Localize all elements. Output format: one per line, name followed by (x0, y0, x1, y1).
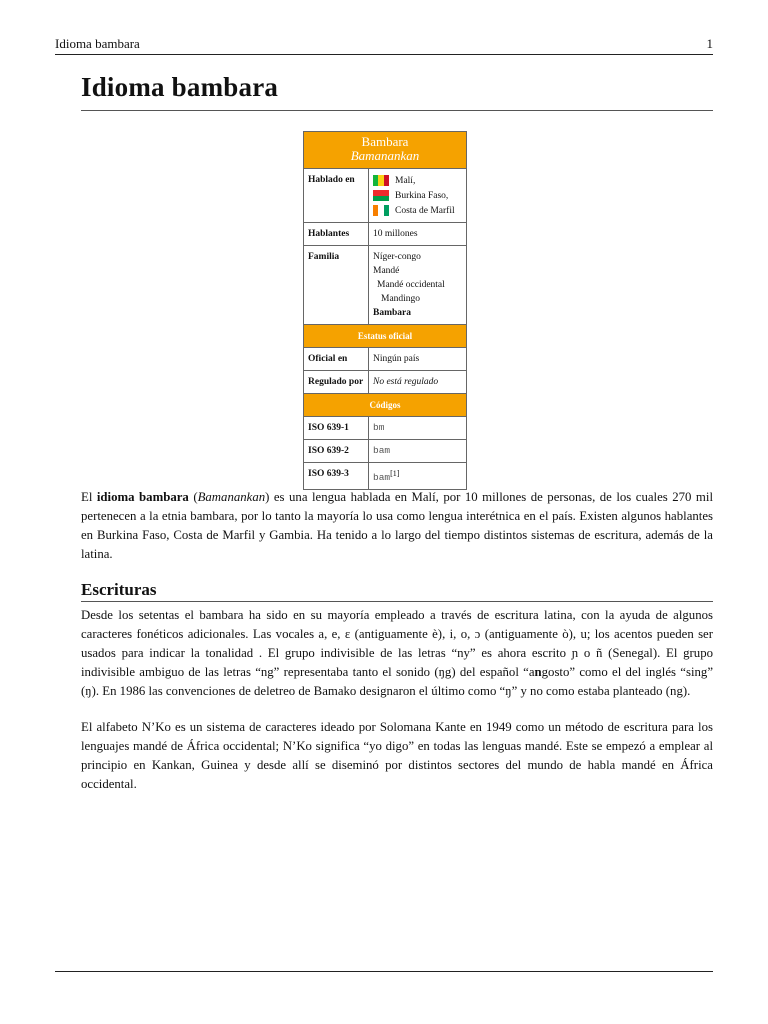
iso1-label: ISO 639-1 (304, 417, 369, 439)
country-name: Malí, (395, 175, 416, 186)
page-number: 1 (706, 36, 713, 51)
intro-native-name: Bamanankan (197, 490, 266, 504)
family-level-1[interactable]: Níger-congo (373, 252, 421, 262)
language-infobox (303, 131, 467, 490)
infobox-row-iso1 (304, 417, 466, 440)
intro-text: ( (188, 490, 198, 504)
family-level-3[interactable]: Mandé occidental (377, 280, 445, 290)
iso1-code[interactable]: bm (373, 422, 385, 433)
infobox-row-family (304, 246, 466, 325)
infobox-name: Bambara (361, 134, 409, 149)
article-title: Idioma bambara (81, 72, 279, 102)
family-level-2[interactable]: Mandé (373, 266, 400, 276)
scripts-paragraph-1 (81, 606, 713, 701)
infobox-row-iso3 (304, 463, 466, 489)
infobox-title (304, 132, 466, 169)
infobox-native-name: Bamanankan (350, 148, 420, 163)
official-in-value: Ningún país (373, 354, 420, 364)
infobox-row-official-in (304, 348, 466, 371)
family-label: Familia (304, 246, 369, 324)
infobox-row-regulated-by (304, 371, 466, 394)
country-name: Burkina Faso, (395, 190, 449, 201)
ivory-coast-flag-icon (373, 205, 389, 216)
iso3-reference[interactable]: [1] (390, 469, 400, 478)
ivory-flag-stripe (384, 205, 389, 216)
burkina-faso-flag-icon (373, 190, 389, 201)
family-level-4[interactable]: Mandingo (381, 294, 421, 304)
infobox-row-iso2 (304, 440, 466, 463)
scripts-paragraph-2: El alfabeto N’Ko es un sistema de caracteres ideado por Solomana Kante en 1949 como un método de escritura para los lenguajes mandé de África occidental; N’Ko significa “yo digo” en todas las lenguas mandé. Este se empezó a emplear al principio en Kankan, Guinea y desde allí se diseminó por distintos sectores del mundo de habla mandé en África occidental. (81, 720, 713, 791)
spoken-in-list (369, 169, 466, 222)
running-header-title: Idioma bambara (55, 36, 140, 51)
intro-bold-term: idioma bambara (96, 490, 189, 504)
spoken-in-label: Hablado en (304, 169, 369, 222)
family-tree (369, 246, 466, 324)
codes-header: Códigos (304, 394, 466, 417)
country-costa-de-marfil[interactable] (373, 203, 463, 218)
mali-flag-icon (373, 175, 389, 186)
country-mali[interactable] (373, 173, 463, 188)
official-in-label: Oficial en (304, 348, 369, 370)
infobox-row-speakers (304, 223, 466, 246)
scripts-bold-letter: n (534, 665, 542, 679)
speakers-label: Hablantes (304, 223, 369, 245)
regulated-by-label: Regulado por (304, 371, 369, 393)
iso2-code[interactable]: bam (373, 445, 391, 456)
section-rule (81, 601, 713, 602)
official-status-header: Estatus oficial (304, 325, 466, 348)
intro-text: ) es una lengua hablada en Malí, por 10 millones de personas, de los cuales 270 mil pertenecen a la etnia bambara, por lo tanto la mayoría lo usa como lengua interétnica en el país. Existen algunos hablantes en Burkina Faso, Costa de Marfil y Gambia. Ha tenido a lo largo del tiempo distintos sistemas de escritura, además de la latina. (81, 490, 714, 561)
scripts-text: gosto” como el del inglés “sing” (ŋ). En 1986 las convenciones de deletreo de Bamako designaron el último como “ŋ” y no como estaba planteado (ng). (81, 665, 713, 698)
iso3-code[interactable]: bam (373, 472, 391, 484)
country-name: Costa de Marfil (395, 205, 455, 216)
infobox-row-spoken-in (304, 169, 466, 223)
family-level-5: Bambara (373, 308, 411, 318)
iso3-label: ISO 639-3 (304, 463, 369, 489)
burkina-flag-stripe (373, 196, 389, 202)
mali-flag-stripe (384, 175, 389, 186)
title-rule (81, 110, 713, 111)
speakers-value: 10 millones (373, 229, 418, 239)
footer-rule (55, 971, 713, 972)
iso3-value (369, 463, 466, 489)
iso2-label: ISO 639-2 (304, 440, 369, 462)
section-heading: Escrituras (81, 580, 157, 599)
intro-paragraph (81, 488, 713, 564)
scripts-text: Desde los setentas el bambara ha sido en su mayoría empleado a través de escritura latina, con la ayuda de algunos caracteres fonéticos adicionales. Las vocales a, e, ɛ (antiguamente è), i, o, ɔ (antiguamente ò), u; los acentos pueden ser usados para indicar la tonalidad . El grupo indivisible de las letras “ny” es ahora escrito ɲ o ñ (Senegal). El grupo indivisible ambiguo de las letras “ng” representaba tanto el sonido (ŋg) del español “a (81, 608, 713, 679)
running-header (55, 36, 713, 54)
regulated-by-value: No está regulado (373, 377, 439, 387)
intro-text: El (81, 490, 97, 504)
header-rule (55, 54, 713, 55)
country-burkina-faso[interactable] (373, 188, 463, 203)
